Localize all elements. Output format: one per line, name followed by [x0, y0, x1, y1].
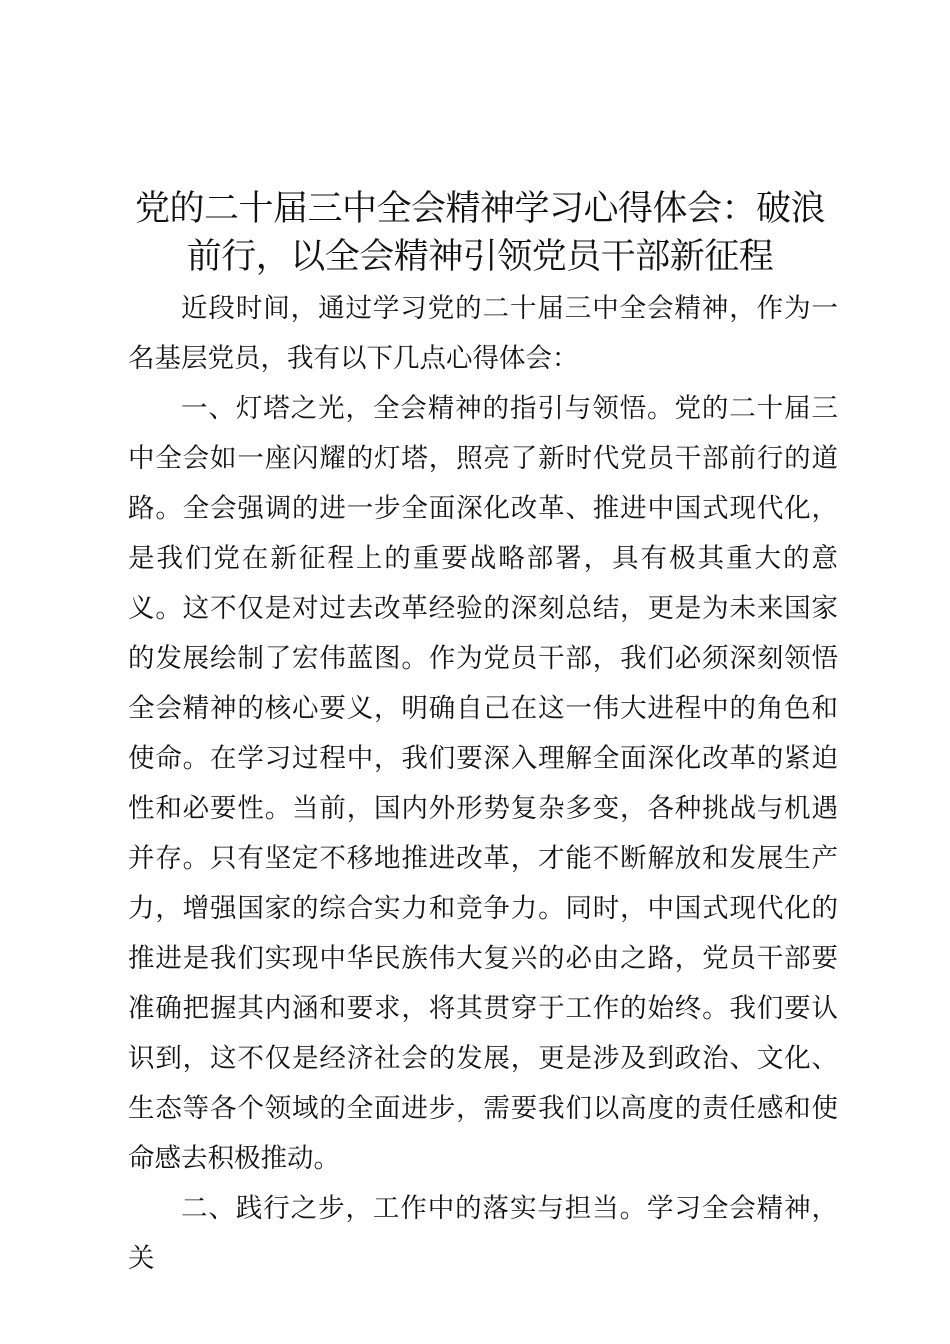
section-one-heading: 一、灯塔之光，全会精神的指引与领悟。: [181, 393, 675, 424]
intro-paragraph: [128, 284, 838, 384]
document-body: [128, 284, 838, 1284]
title-line-2: 前行，以全会精神引领党员干部新征程: [186, 237, 774, 277]
title-line-1: 党的二十届三中全会精神学习心得体会：破浪: [134, 189, 825, 229]
section-two-paragraph: [128, 1184, 838, 1284]
document-title: [110, 185, 850, 281]
section-two-text: 学习全会精神，关: [128, 1193, 839, 1274]
section-two-heading: 二、践行之步，工作中的落实与担当。: [181, 1193, 648, 1224]
section-one-text: 党的二十届三中全会如一座闪耀的灯塔，照亮了新时代党员干部前行的道路。全会强调的进一步全面深化改革、推进中国式现代化，是我们党在新征程上的重要战略部署，具有极其重大的意义。这不仅是对过去改革经验的深刻总结，更是为未来国家的发展绘制了宏伟蓝图。作为党员干部，我们必须深刻领悟全会精神的核心要义，明确自己在这一伟大进程中的角色和使命。在学习过程中，我们要深入理解全面深化改革的紧迫性和必要性。当前，国内外形势复杂多变，各种挑战与机遇并存。只有坚定不移地推进改革，才能不断解放和发展生产力，增强国家的综合实力和竞争力。同时，中国式现代化的推进是我们实现中华民族伟大复兴的必由之路，党员干部要准确把握其内涵和要求，将其贯穿于工作的始终。我们要认识到，这不仅是经济社会的发展，更是涉及到政治、文化、生态等各个领域的全面进步，需要我们以高度的责任感和使命感去积极推动。: [128, 393, 839, 1174]
section-one-paragraph: [128, 384, 838, 1184]
intro-paragraph-text: 近段时间，通过学习党的二十届三中全会精神，作为一名基层党员，我有以下几点心得体会：: [128, 293, 838, 374]
